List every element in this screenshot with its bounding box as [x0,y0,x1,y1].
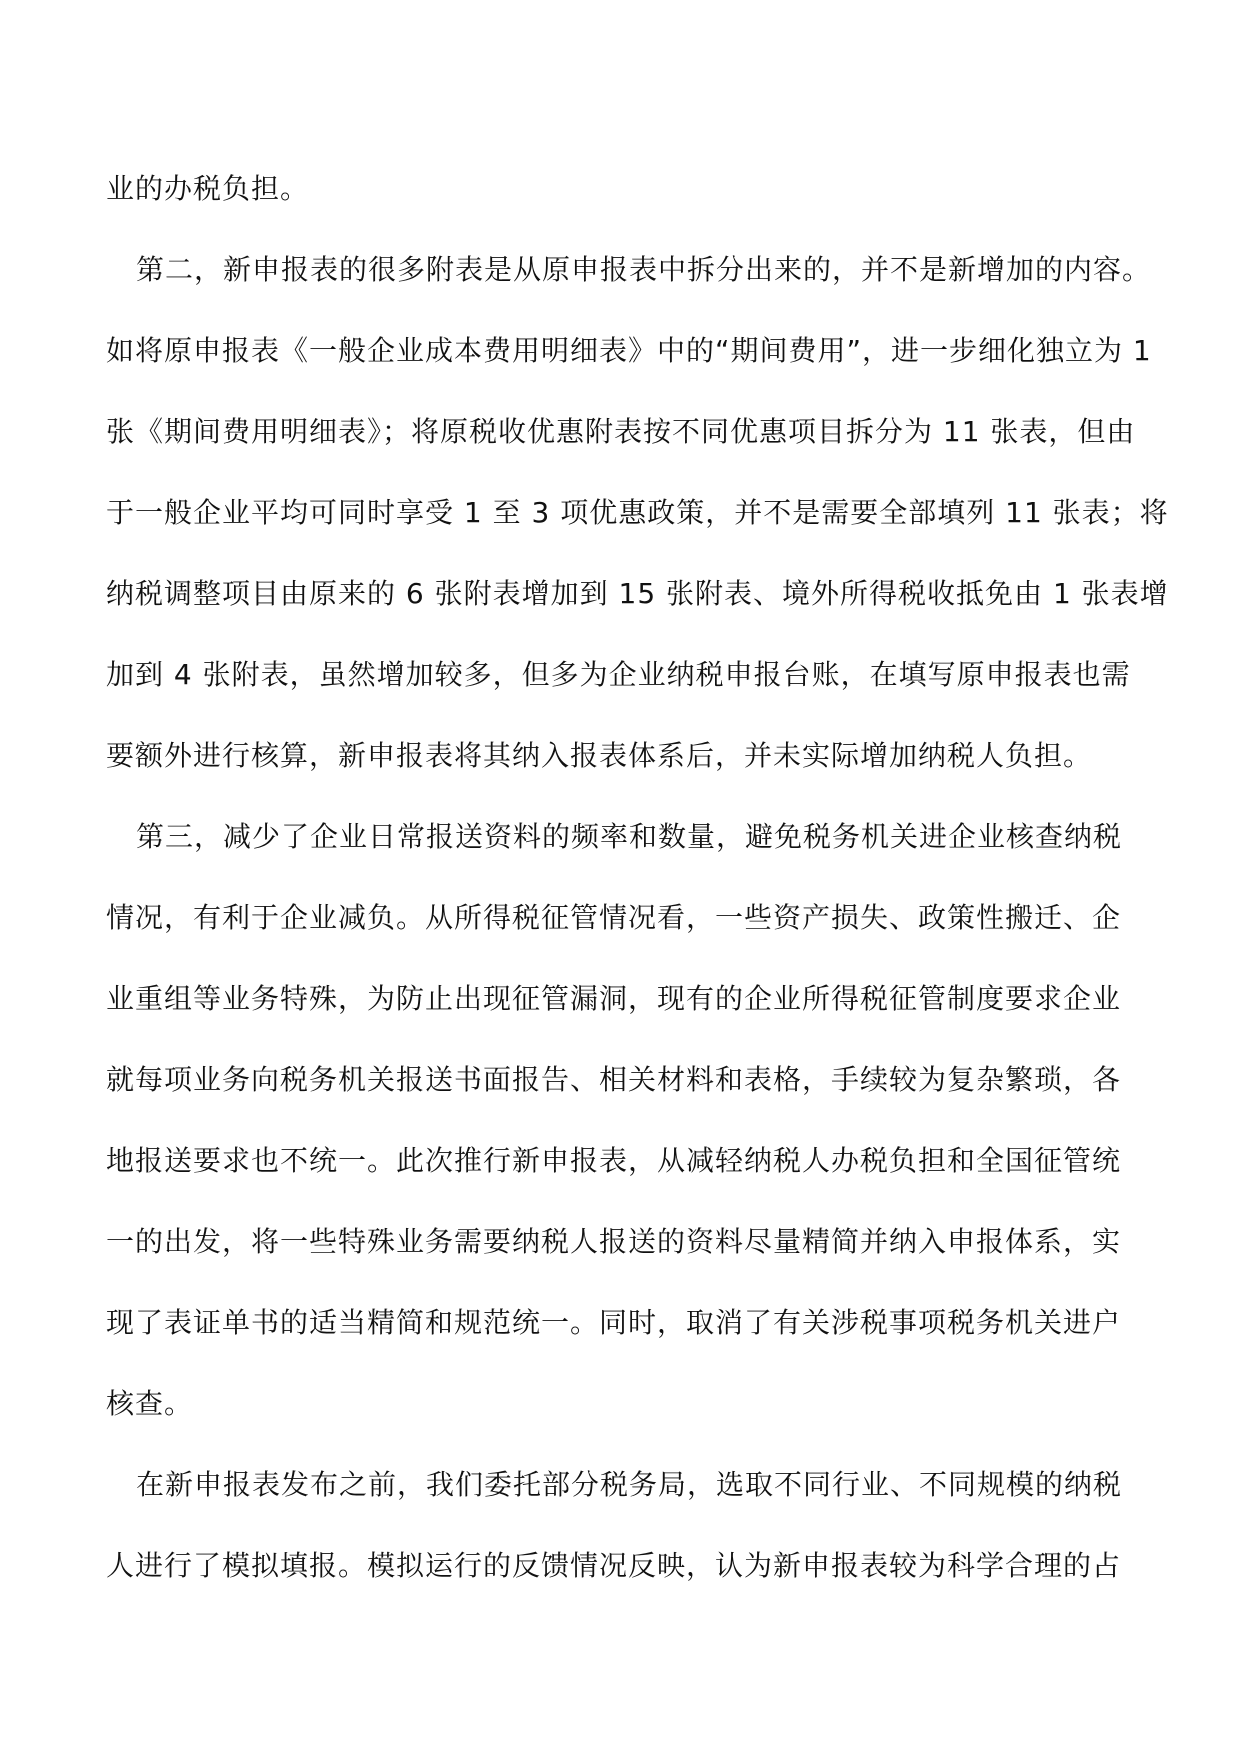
text-line: 地报送要求也不统一。此次推行新申报表，从减轻纳税人办税负担和全国征管统 [106,1144,1122,1177]
text-line: 人进行了模拟填报。模拟运行的反馈情况反映，认为新申报表较为科学合理的占 [106,1549,1122,1582]
text-line: 要额外进行核算，新申报表将其纳入报表体系后，并未实际增加纳税人负担。 [106,739,1093,772]
paragraph-simulation [106,1444,1136,1606]
text-line: 就每项业务向税务机关报送书面报告、相关材料和表格，手续较为复杂繁琐，各 [106,1063,1122,1096]
document-body [106,148,1169,1606]
paragraph-third-point [106,796,1136,1444]
text-line: 第三，减少了企业日常报送资料的频率和数量，避免税务机关进企业核查纳税 [136,820,1123,853]
text-line: 如将原申报表《一般企业成本费用明细表》中的“期间费用”，进一步细化独立为 1 [106,334,1152,367]
text-line: 核查。 [106,1387,194,1420]
paragraph-second-point [106,229,1169,796]
text-line: 张《期间费用明细表》；将原税收优惠附表按不同优惠项目拆分为 11 张表，但由 [106,415,1136,448]
text-line: 第二，新申报表的很多附表是从原申报表中拆分出来的，并不是新增加的内容。 [136,253,1152,286]
text-line: 一的出发，将一些特殊业务需要纳税人报送的资料尽量精简并纳入申报体系，实 [106,1225,1122,1258]
text-line: 情况，有利于企业减负。从所得税征管情况看，一些资产损失、政策性搬迁、企 [106,901,1122,934]
text-line: 在新申报表发布之前，我们委托部分税务局，选取不同行业、不同规模的纳税 [136,1468,1123,1501]
text-line: 于一般企业平均可同时享受 1 至 3 项优惠政策，并不是需要全部填列 11 张表；将 [106,496,1169,529]
text-line: 业的办税负担。 [106,172,310,205]
paragraph-continuation [106,148,1136,229]
text-line: 现了表证单书的适当精简和规范统一。同时，取消了有关涉税事项税务机关进户 [106,1306,1122,1339]
text-line: 纳税调整项目由原来的 6 张附表增加到 15 张附表、境外所得税收抵免由 1 张表增 [106,577,1169,610]
text-line: 业重组等业务特殊，为防止出现征管漏洞，现有的企业所得税征管制度要求企业 [106,982,1122,1015]
text-line: 加到 4 张附表，虽然增加较多，但多为企业纳税申报台账，在填写原申报表也需 [106,658,1131,691]
